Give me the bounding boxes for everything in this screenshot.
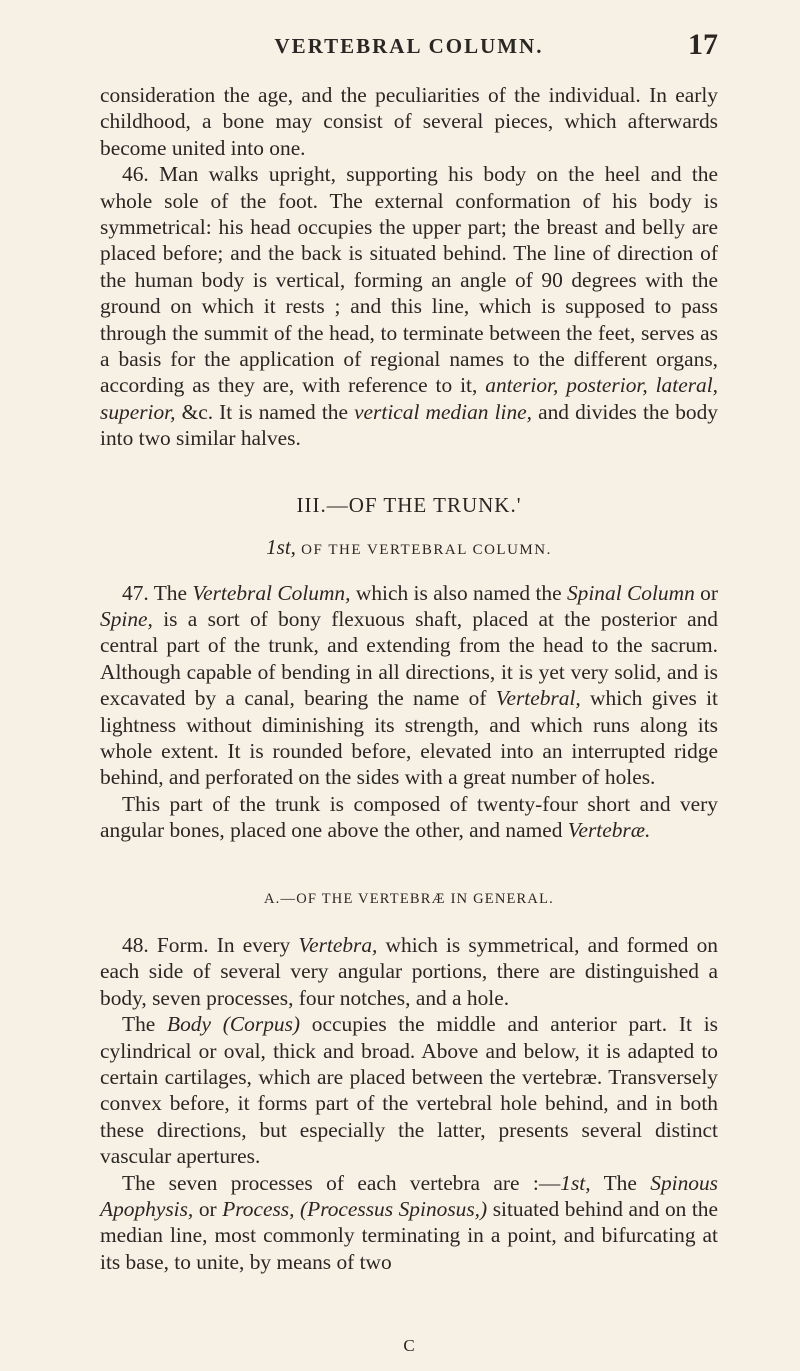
paragraph-text: consideration the age, and the peculiarities of the individual. In early childhood, a bone may consist of several pieces, which afterwards become united into one. — [100, 83, 718, 160]
paragraph-text: occupies the middle and anterior part. It is cylindrical or oval, thick and broad. Above and below, it is adapted to certain cartilages, which are placed between the vertebræ. Transversely convex before, it forms part of the vertebral hole behind, and in both these directions, but especially the latter, presents several distinct vascular apertures. — [100, 1012, 718, 1169]
paragraph-vertebrae — [100, 791, 718, 844]
italic-term: Body (Corpus) — [167, 1012, 301, 1037]
paragraph-47 — [100, 580, 718, 791]
italic-term: Process, (Processus Spinosus,) — [222, 1197, 488, 1222]
italic-term: Spine, — [100, 606, 153, 631]
section-heading: III.—OF THE TRUNK.' — [296, 492, 522, 517]
paragraph-text: is a sort of bony flexuous shaft, placed at the posterior and central part of the trunk, and extending from the head to the sacrum. Although capable of bending in all directions, it is yet very solid, and is excavated by a canal, bearing the name of — [100, 606, 718, 711]
paragraph-text: The — [590, 1170, 651, 1195]
italic-term: Vertebra, — [298, 932, 378, 957]
page-number: 17 — [688, 28, 718, 61]
paragraph-text: which gives it lightness without diminishing its strength, and which runs along its whole extent. It is rounded before, elevated into an interrupted ridge behind, and perforated on the sides with a great number of holes. — [100, 686, 718, 790]
paragraph-text: or — [193, 1197, 223, 1222]
italic-term: Vertebral, — [495, 686, 581, 711]
paragraph-text: 46. Man walks upright, supporting his body on the heel and the whole sole of the foot. The external conformation of his body is symmetrical: his head occupies the upper part; the breast and belly are placed before; and the back is situated behind. The line of direction of the human body is vertical, forming an angle of 90 degrees with the ground on which it rests ; and this line, which is supposed to pass through the summit of the head, to terminate between the feet, serves as a basis for the application of regional names to the different organs, according as they are, with reference to it, — [100, 162, 718, 398]
paragraph-text: The — [122, 1012, 168, 1037]
italic-term: Spinal Column — [566, 580, 695, 605]
paragraph-48 — [100, 932, 718, 1011]
paragraph-text: &c. It is named the — [175, 399, 355, 424]
italic-term: vertical median line, — [354, 399, 532, 424]
paragraph-text: situated behind and on the median line, most commonly terminating in a point, and bifurcating at its base, to unite, by means of two — [100, 1197, 718, 1274]
paragraph-text: which is symmetrical, and formed on each side of several very angular portions, there are distinguished a body, seven processes, four notches, and a hole. — [100, 932, 718, 1010]
subheading-ordinal: 1st, — [266, 535, 296, 560]
paragraph-text: which is also named the — [350, 580, 567, 605]
subheading — [100, 534, 718, 563]
italic-term: anterior, posterior, lateral, superior, — [100, 373, 719, 424]
subheading-text: OF THE VERTEBRAL COLUMN. — [295, 542, 552, 559]
paragraph-text: 48. Form. In every — [122, 932, 299, 957]
paragraph-text: 47. The — [122, 580, 193, 605]
paragraph-text: The seven processes of each vertebra are :— — [122, 1170, 561, 1195]
paragraph-processes — [100, 1170, 718, 1276]
paragraph-body — [100, 1011, 718, 1169]
italic-term: Vertebral Column, — [192, 580, 351, 605]
paragraph-text: or — [694, 580, 718, 605]
paragraph-text: This part of the trunk is composed of twenty-four short and very angular bones, placed one above the other, and named — [100, 791, 718, 843]
body-text — [100, 82, 718, 1275]
italic-term: Vertebræ. — [567, 818, 651, 843]
subheading-a: A.—OF THE VERTEBRÆ IN GENERAL. — [264, 890, 554, 907]
running-title: VERTEBRAL COLUMN. — [274, 34, 544, 58]
running-head — [100, 28, 718, 68]
paragraph-46 — [100, 161, 718, 451]
signature-mark: C — [403, 1336, 415, 1355]
paragraph-text: and divides the body into two similar halves. — [100, 399, 718, 451]
paragraph-continued — [100, 82, 718, 161]
italic-term: 1st, — [560, 1170, 591, 1195]
italic-term: Spinous Apophysis, — [100, 1170, 718, 1222]
